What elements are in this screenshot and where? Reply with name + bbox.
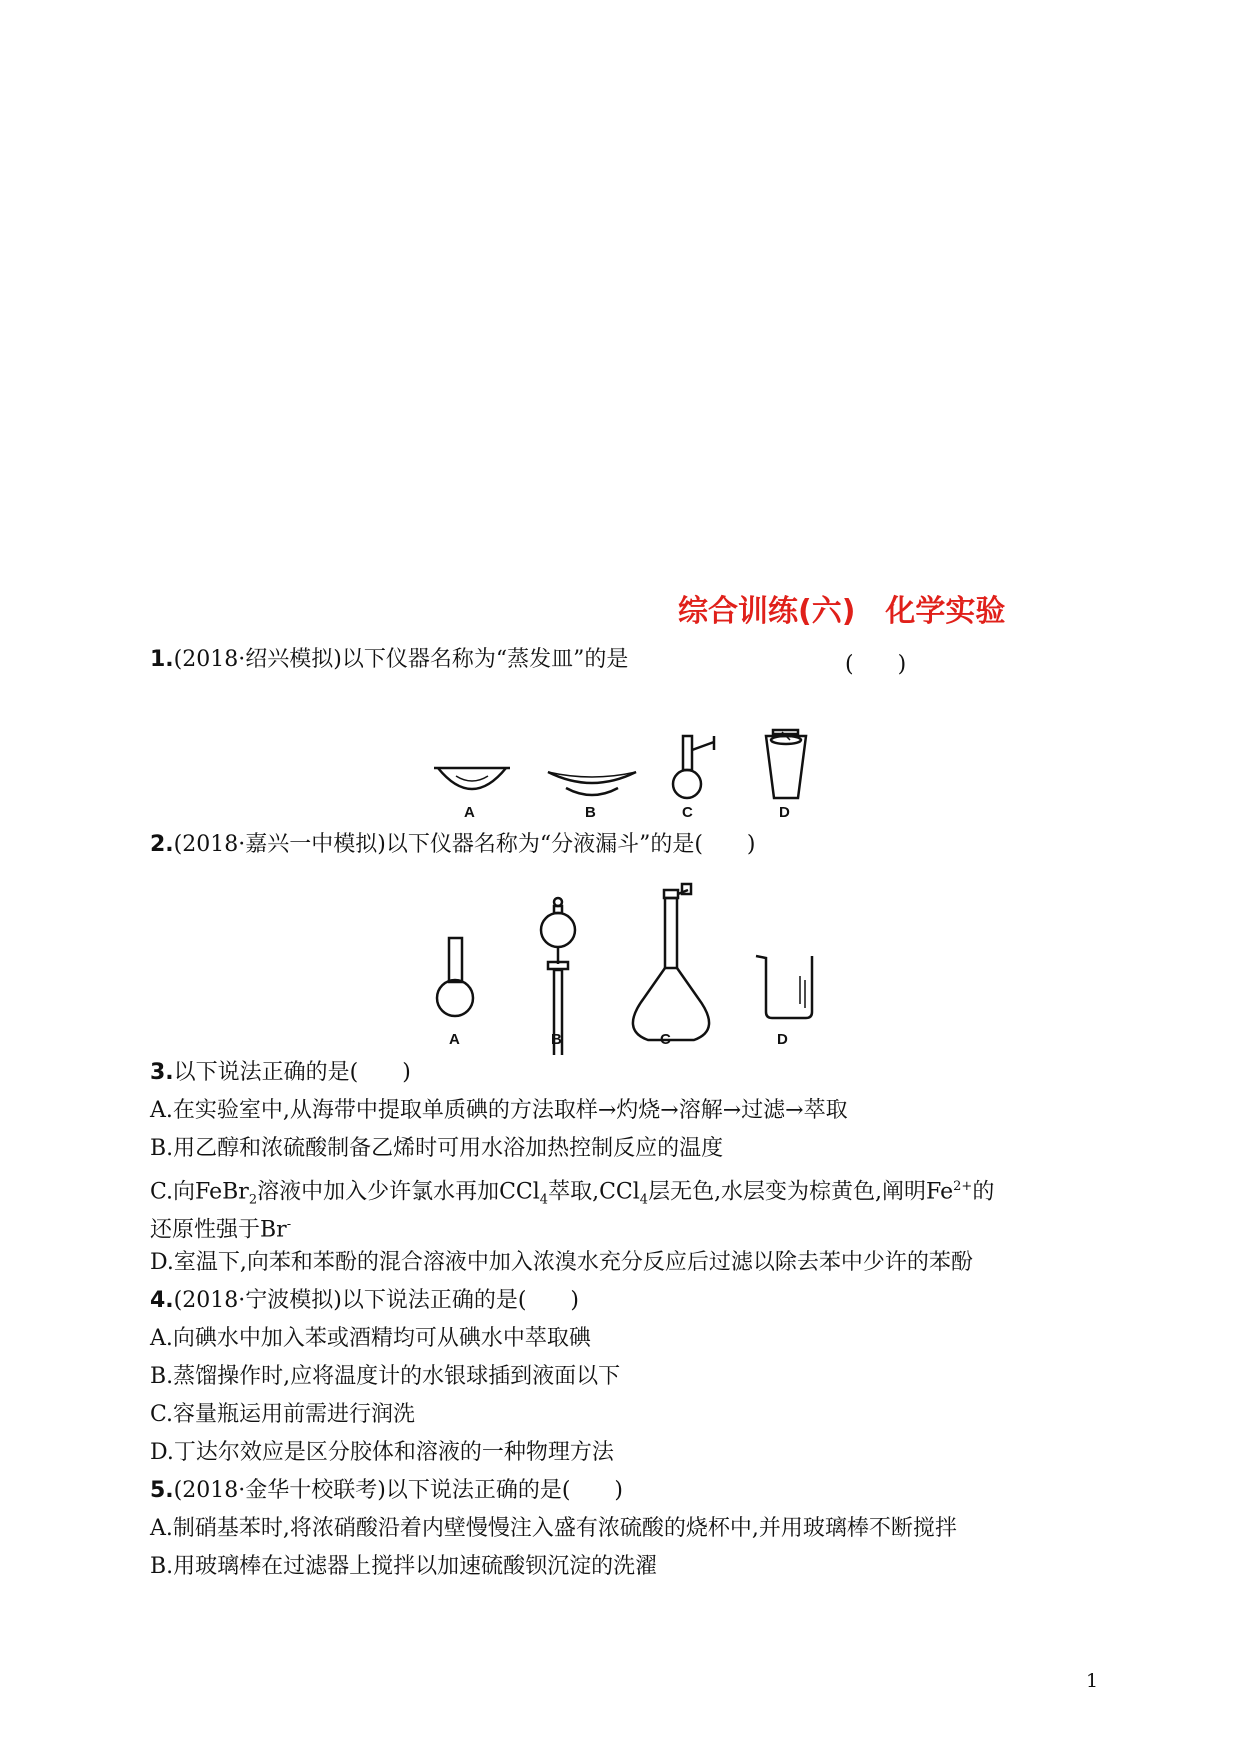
figure-label-c: C [682,804,693,820]
q3-option-d: D.室温下,向苯和苯酚的混合溶液中加入浓溴水充分反应后过滤以除去苯中少许的苯酚 [150,1250,973,1275]
question-text: (2018·金华十校联考)以下说法正确的是( ) [173,1478,623,1503]
q3-option-b: B.用乙醇和浓硫酸制备乙烯时可用水浴加热控制反应的温度 [150,1136,724,1161]
page-title: 综合训练(六) 化学实验 [678,594,1006,629]
figure-label-d: D [777,1031,788,1048]
figure-label-c: C [660,1031,671,1048]
superscript: - [286,1217,292,1232]
question-text: 以下说法正确的是( ) [173,1060,411,1085]
q5-option-b: B.用玻璃棒在过滤器上搅拌以加速硫酸钡沉淀的洗濯 [150,1554,658,1579]
q4-option-d: D.丁达尔效应是区分胶体和溶液的一种物理方法 [150,1440,614,1465]
q1-apparatus-figure [420,720,840,820]
question-text: (2018·宁波模拟)以下说法正确的是( ) [173,1288,579,1313]
text-segment: 层无色,水层变为棕黄色,阐明Fe [648,1179,954,1205]
q3-option-a: A.在实验室中,从海带中提取单质碘的方法取样→灼烧→溶解→过滤→萃取 [150,1098,848,1123]
question-number: 2. [150,832,174,857]
q3-option-c-continued [150,1210,291,1245]
beaker-icon [756,956,812,1018]
text-segment: 还原性强于Br [150,1217,287,1243]
text-segment: 的 [972,1179,995,1205]
evaporating-dish-icon [434,768,510,789]
figure-label-d: D [779,804,790,820]
question-number: 4. [150,1288,174,1313]
answer-parenthesis: ( ) [845,652,907,677]
round-bottom-flask-icon [437,938,473,1016]
text-segment: 萃取,CCl [548,1179,640,1205]
q5-option-a: A.制硝基苯时,将浓硝酸沿着内壁慢慢注入盛有浓硫酸的烧杯中,并用玻璃棒不断搅拌 [150,1516,957,1541]
q2-apparatus-figure [420,880,840,1055]
question-text: (2018·嘉兴一中模拟)以下仪器名称为“分液漏斗”的是( ) [173,832,756,857]
question-number: 5. [150,1478,174,1503]
crucible-icon [766,730,806,798]
q4-option-a: A.向碘水中加入苯或酒精均可从碘水中萃取碘 [150,1326,591,1351]
subscript: 2 [248,1192,258,1208]
figure-label-b: B [585,804,596,820]
question-3 [150,1058,411,1088]
question-number: 3. [150,1060,174,1085]
question-5 [150,1476,623,1506]
subscript: 4 [639,1192,649,1208]
figure-label-a: A [449,1031,460,1048]
text-segment: 溶液中加入少许氯水再加CCl [257,1179,540,1205]
figure-label-a: A [464,804,475,820]
distilling-flask-icon [673,736,714,798]
text-segment: C.向FeBr [150,1179,249,1205]
superscript: 2+ [953,1179,973,1194]
question-1 [150,645,628,675]
figure-label-b: B [551,1031,562,1048]
watch-glass-icon [548,772,636,795]
volumetric-flask-icon [633,884,709,1040]
page-number: 1 [1086,1670,1099,1692]
q4-option-b: B.蒸馏操作时,应将温度计的水银球插到液面以下 [150,1364,621,1389]
question-number: 1. [150,647,174,672]
q4-option-c: C.容量瓶运用前需进行润洗 [150,1402,416,1427]
question-text: (2018·绍兴模拟)以下仪器名称为“蒸发皿”的是 [173,647,629,672]
question-4 [150,1286,579,1316]
question-2 [150,830,755,860]
subscript: 4 [539,1192,549,1208]
